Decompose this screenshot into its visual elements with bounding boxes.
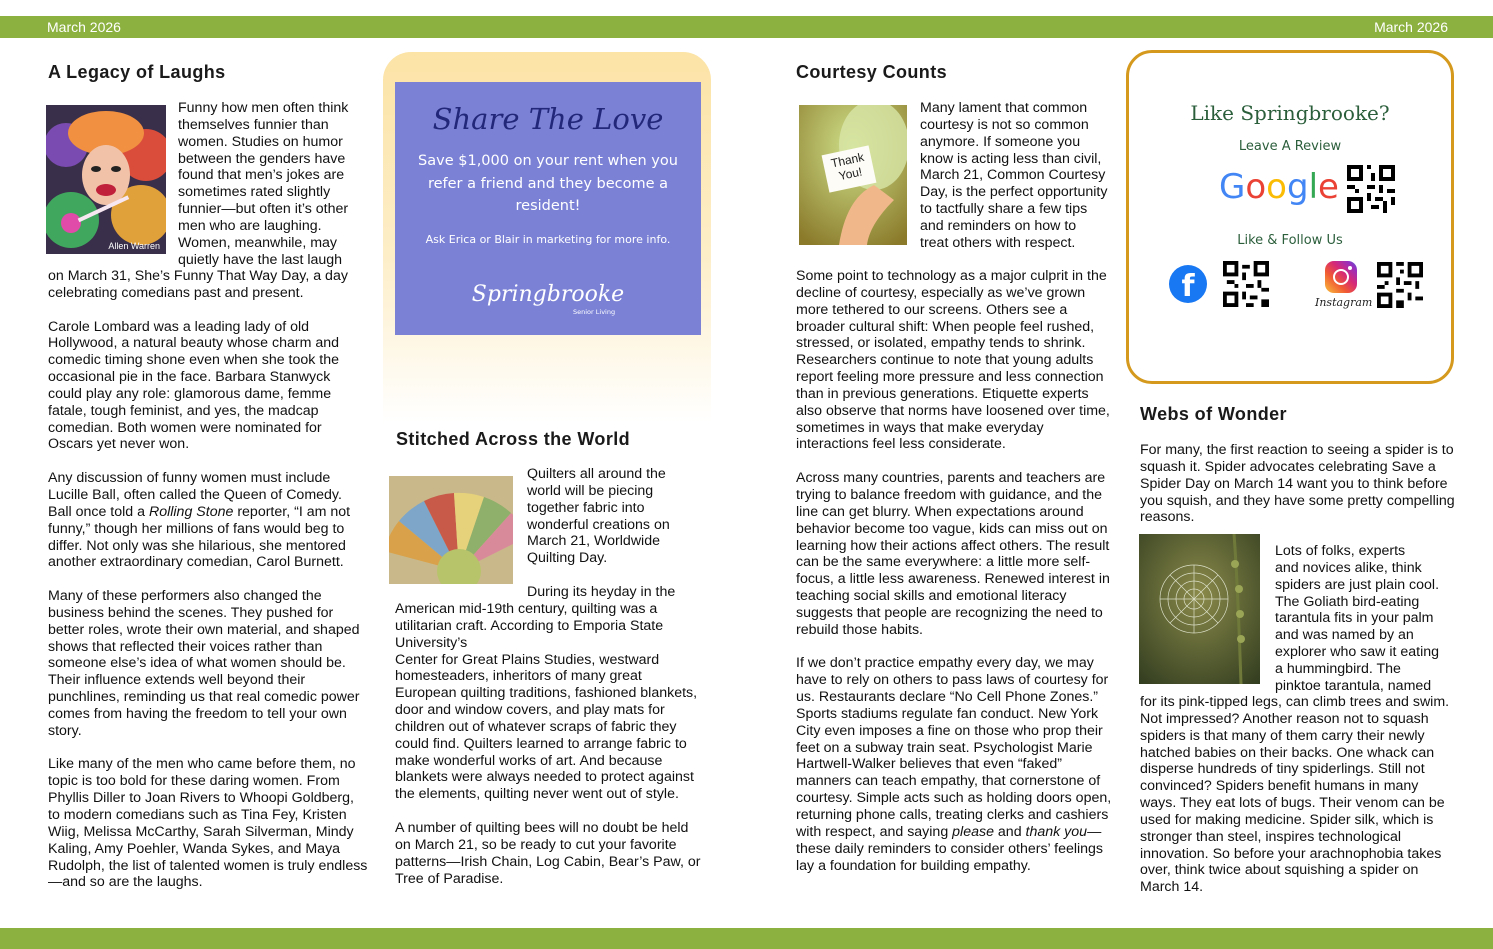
courtesy-lead [920, 100, 1120, 252]
quilt-lead-line: During its heyday in the [527, 583, 676, 600]
thank-you-card-text: Thank You! [829, 149, 866, 184]
quilt-paragraph: American mid-19th century, quilting was a utilitarian craft. According to Emporia State University’s [395, 601, 664, 651]
quilt-paragraph: A number of quilting bees will no doubt be held on March 21, so be ready to cut your favorite patterns—Irish Chain, Log Cabin, Bear’s Paw, or Tree of Paradise. [395, 819, 701, 887]
like-follow-label: Like & Follow Us [1237, 233, 1343, 248]
review-title: Like Springbrooke? [1190, 101, 1390, 125]
quilt-lead-line: Quilting Day. [527, 550, 608, 567]
courtesy-lead-line: treat others with respect. [920, 234, 1076, 251]
webs-paragraph: For many, the first reaction to seeing a spider is to squash it. Spider advocates celebrating Save a Spider Day on March 14 want you to think before you squish, and they have some pretty compelling reasons. [1140, 442, 1455, 526]
legacy-lead-tail: on March 31, She’s Funny That Way Day, a day celebrating comedians past and present. [48, 268, 348, 301]
facebook-icon[interactable]: f [1169, 265, 1207, 303]
header-date-right: March 2026 [1374, 19, 1448, 35]
webs-lead-line: and was named by an [1275, 627, 1414, 644]
quilt-lead-line: wonderful creations on [527, 516, 670, 533]
webs-lead-line: pinktoe tarantula, named [1275, 677, 1432, 694]
courtesy-body [796, 268, 1118, 874]
header-date-left: March 2026 [47, 19, 121, 35]
promo-title: Share The Love [432, 102, 664, 136]
legacy-lead-line: men who are laughing. [178, 217, 322, 234]
webs-lead-line: tarantula fits in your palm [1275, 610, 1434, 627]
courtesy-paragraph: If we don’t practice empathy every day, we may have to rely on others to pass laws of courtesy for us. Restaurants declare “No Cell Phone Zones.” Sports stadiums regulate fan conduct. New York City even imposes a fine on those who prop their feet on a subway train seat. Psychologist Marie Hartwell-Walker believes that even “faked” manners can teach empathy, that cornerstone of courtesy. Simple acts such as holding doors open, returning phone calls, treating clerks and cashiers with respect, and saying please and thank you—these daily reminders to consider others’ feelings lay a foundation for building empathy. [796, 655, 1112, 874]
courtesy-lead-line: to tactfully share a few tips [920, 201, 1088, 218]
webs-lead-line: The Goliath bird-eating [1275, 593, 1420, 610]
courtesy-paragraph: Across many countries, parents and teachers are trying to balance freedom with guidance, and the line can get blurry. When expectations around behavior become too vague, kids can miss out on learning how their actions affect others. The result can be the same everywhere: a little more self-focus, a little less awareness. Renewed interest in teaching social skills and emotional literacy suggests that people are recognizing the need to rebuild those habits. [796, 470, 1110, 638]
google-logo[interactable]: Google [1219, 167, 1339, 207]
legacy-lead-line: quietly have the last laugh [178, 251, 343, 268]
comedian-photo [46, 105, 166, 254]
legacy-title: A Legacy of Laughs [48, 62, 226, 82]
courtesy-lead-line: Many lament that common [920, 100, 1088, 116]
webs-lead-line: and novices alike, think [1275, 559, 1422, 576]
webs-paragraph: for its pink-tipped legs, can climb trees and swim. Not impressed? Another reason not to squash spiders is that many of them carry their newly hatched babies on their backs. One whack can disperse hundreds of tiny spiderlings. Still not convinced? Spiders benefit humans in many ways. They eat lots of bugs. Their venom can be used for making medicine. Spider silk, which is stronger than steel, inspires technological innovation. So before your arachnophobia takes over, think twice about squishing a spider on March 14. [1140, 694, 1450, 896]
legacy-lead [178, 100, 368, 268]
legacy-paragraph: Like many of the men who came before them, no topic is too bold for these daring women. From Phyllis Diller to Joan Rivers to Whoopi Goldberg, to modern comedians such as Tina Fey, Kristen Wiig, Melissa McCarthy, Sarah Silverman, Mindy Kaling, Amy Poehler, Wanda Sykes, and Maya Rudolph, the list of talented women is truly endless—and so are the laughs. [48, 756, 368, 891]
photo-credit: Allen Warren [108, 241, 160, 251]
quilt-lead-line: Quilters all around the [527, 466, 666, 482]
header-bar [0, 16, 1493, 38]
courtesy-lead-line: and reminders on how to [920, 217, 1077, 234]
springbrooke-logo-subtitle: Senior Living [573, 308, 616, 316]
facebook-qr-code[interactable] [1223, 261, 1269, 307]
quilt-lead-line: together fabric into [527, 499, 645, 516]
webs-lead-line: a hummingbird. The [1275, 660, 1401, 677]
legacy-paragraph: Many of these performers also changed the business behind the scenes. They pushed for better roles, wrote their own material, and shaped shows that reflected their voices rather than someone else’s idea of what women should be. Their influence extends well beyond their punchlines, reminding us that real comedic power comes from having the freedom to tell your own story. [48, 588, 360, 739]
springbrooke-logo: Springbrooke [471, 282, 625, 307]
webs-lead-line: Lots of folks, experts [1275, 543, 1406, 559]
courtesy-lead-line: courtesy is not so common [920, 116, 1089, 133]
courtesy-lead-line: March 21, Common Courtesy [920, 167, 1106, 184]
legacy-lead-line: found that men’s jokes are [178, 167, 345, 184]
legacy-lead-line: Funny how men often think [178, 100, 349, 116]
quilt-paragraph: Center for Great Plains Studies, westward homesteaders, inheritors of many great European quilting traditions, fashioned blankets, door and window covers, and play mats for children out of whatever scraps of fabric they could find. Quilters learned to arrange fabric to make wonderful works of art. And because blankets were always needed to protect against the elements, quilting never went out of style. [395, 651, 698, 803]
courtesy-lead-line: anymore. If someone you [920, 133, 1081, 150]
google-qr-code[interactable] [1347, 165, 1395, 213]
legacy-paragraph: Any discussion of funny women must include Lucille Ball, often called the Queen of Comedy. Ball once told a Rolling Stone reporter, “I am not funny,” though her millions of fans would beg to differ. Not only was she hilarious, she mentored another extraordinary comedian, Carol Burnett. [48, 470, 351, 571]
promo-ask: Ask Erica or Blair in marketing for more info. [425, 233, 671, 246]
promo-body: Save $1,000 on your rent when you refer a friend and they become a resident! [418, 153, 678, 214]
courtesy-lead-line: know is acting less than civil, [920, 150, 1102, 167]
webs-body [1140, 694, 1458, 896]
webs-intro [1140, 442, 1458, 526]
legacy-lead-line: between the genders have [178, 150, 346, 167]
quilt-body [395, 601, 705, 887]
thank-you-photo [799, 105, 907, 245]
quilt-photo [389, 476, 513, 584]
review-card [1126, 50, 1454, 384]
quilt-title: Stitched Across the World [396, 429, 631, 449]
instagram-icon[interactable] [1325, 261, 1357, 293]
legacy-lead-line: themselves funnier than [178, 116, 329, 133]
courtesy-title: Courtesy Counts [796, 62, 948, 82]
webs-title: Webs of Wonder [1140, 404, 1287, 424]
instagram-qr-code[interactable] [1377, 262, 1423, 308]
courtesy-lead-line: Day, is the perfect opportunity [920, 184, 1108, 201]
spider-web-photo [1139, 534, 1260, 684]
courtesy-paragraph: Some point to technology as a major culprit in the decline of courtesy, especially as we’ve grown more tethered to our screens. Others see a broader cultural shift: When people feel rushed, stressed, or isolated, empathy tends to shrink. Researchers continue to note that young adults report feeling more pressure and less connection than in previous generations. Etiquette experts also observe that norms have loosened over time, sometimes in ways that make everyday interactions feel less considerate. [796, 268, 1110, 453]
promo-card [395, 82, 701, 335]
legacy-lead-line: Women, meanwhile, may [178, 234, 338, 251]
quilt-lead-line: March 21, Worldwide [527, 533, 660, 550]
legacy-lead-line: sometimes rated slightly [178, 184, 331, 201]
quilt-lead [527, 466, 707, 601]
instagram-label: Instagram [1315, 296, 1373, 309]
quilt-lead-line: world will be piecing [527, 482, 654, 499]
webs-lead [1275, 543, 1461, 695]
legacy-body [48, 268, 368, 891]
legacy-lead-line: women. Studies on humor [178, 133, 343, 150]
webs-lead-line: explorer who saw it eating [1275, 644, 1440, 661]
footer-bar [0, 928, 1493, 949]
legacy-lead-line: funnier—but often it’s other [178, 201, 349, 218]
webs-lead-line: spiders are just plain cool. [1275, 576, 1440, 593]
legacy-paragraph: Carole Lombard was a leading lady of old Hollywood, a natural beauty whose charm and comedic timing shone even when she took the occasional pie in the face. Barbara Stanwyck could play any role: glamorous dame, femme fatale, tough feminist, and yes, the madcap comedian. Both women were nominated for Oscars yet never won. [48, 318, 340, 453]
leave-review-label: Leave A Review [1238, 139, 1342, 154]
